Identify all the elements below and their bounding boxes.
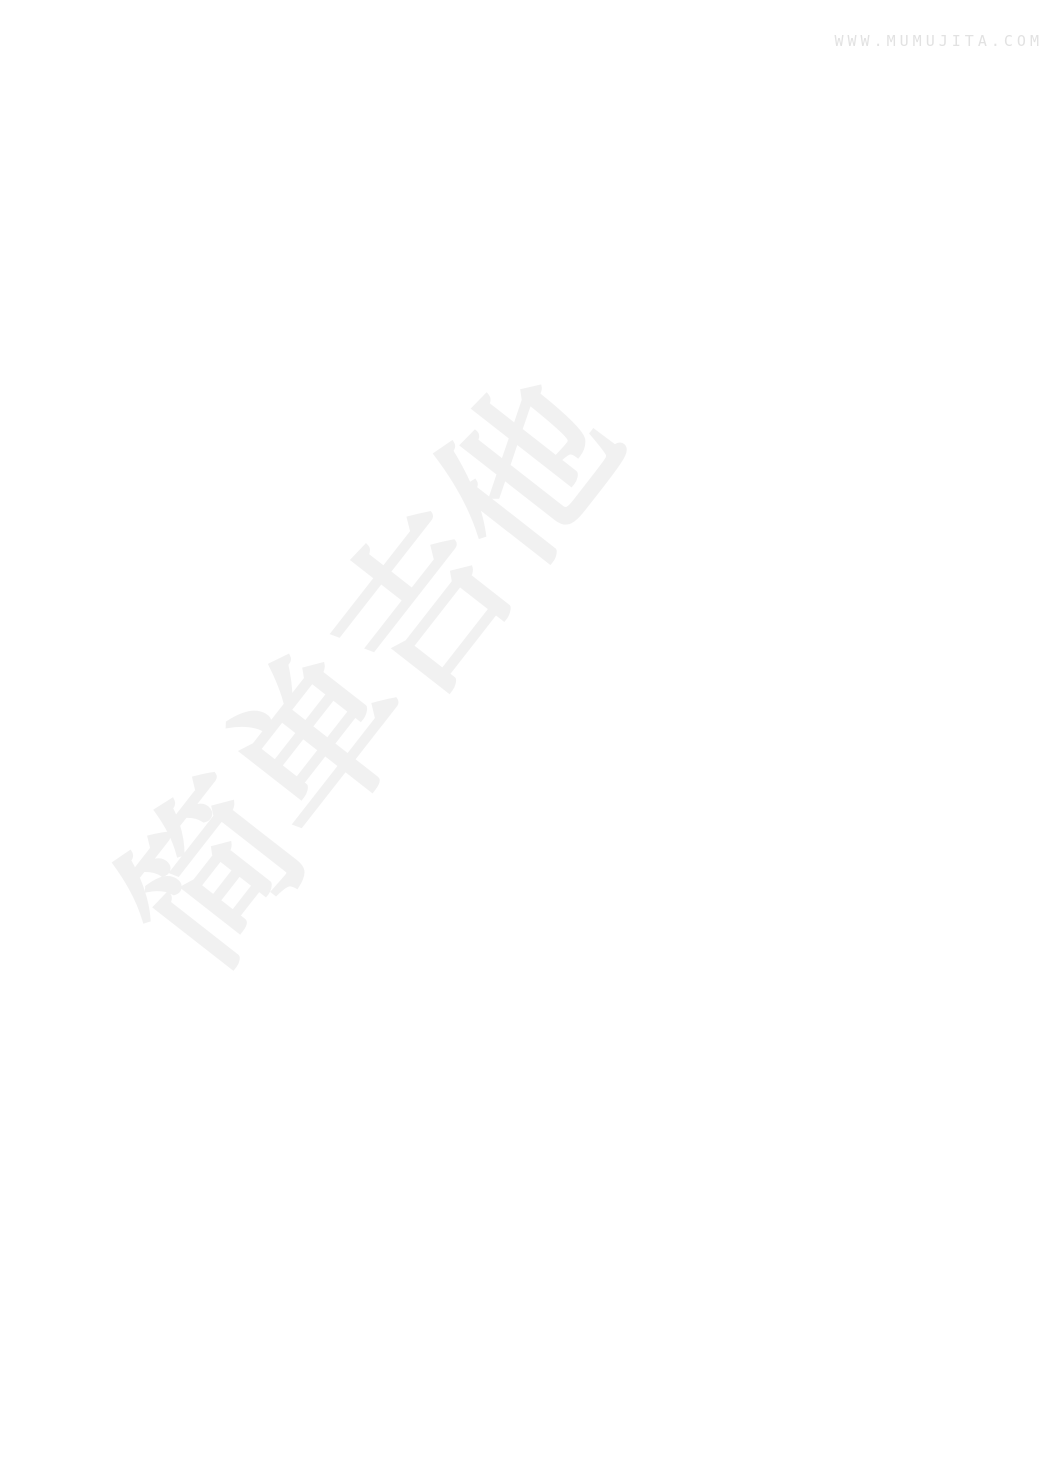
watermark-diagonal: 简单吉他 bbox=[87, 347, 656, 1001]
watermark-url: WWW.MUMUJITA.COM bbox=[834, 32, 1043, 50]
